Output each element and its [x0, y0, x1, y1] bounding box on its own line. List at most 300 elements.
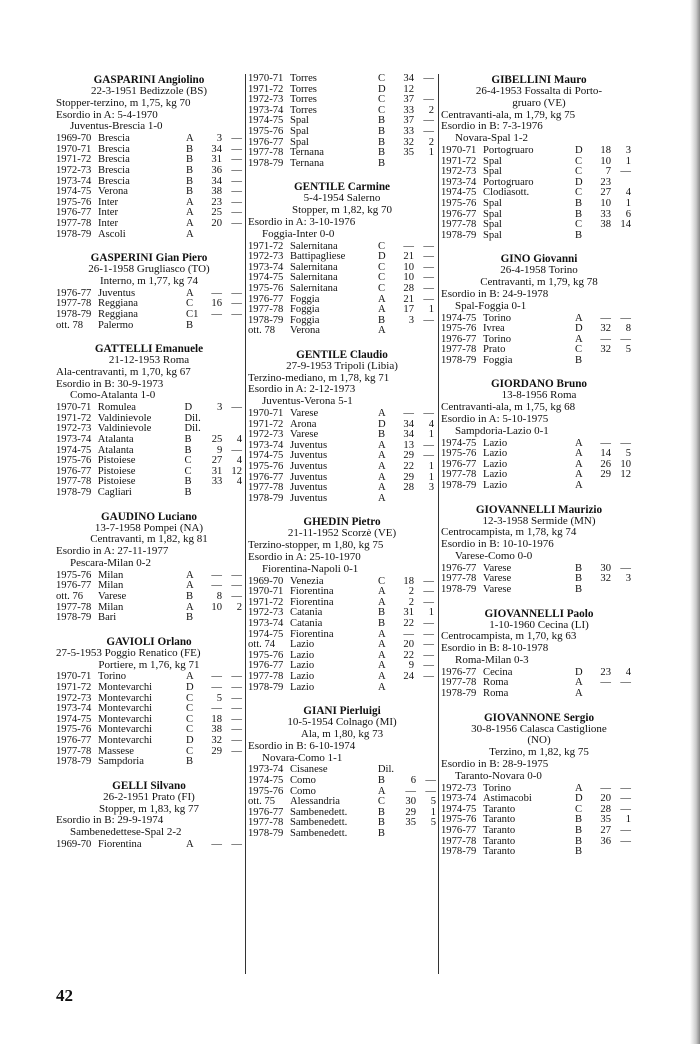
career-row [248, 829, 436, 840]
career-season: 1971-72 [56, 154, 92, 166]
career-goals: 5 [430, 796, 436, 808]
career-goals: 1 [428, 304, 434, 316]
career-team: Clodiasott. [483, 187, 530, 199]
career-row [441, 199, 631, 210]
career-team: Juventus [290, 492, 328, 504]
career-season: 1977-78 [248, 147, 284, 159]
career-appearances: — [600, 333, 611, 345]
career-goals: — [231, 591, 242, 602]
player-info-line: 30-8-1956 Calasca Castiglione [471, 722, 607, 735]
career-season: 1973-74 [441, 176, 477, 188]
career-table [56, 840, 242, 851]
career-season: 1973-74 [248, 439, 284, 451]
career-team: Pistoiese [97, 455, 136, 467]
career-team: Spal [290, 115, 309, 127]
career-appearances: 38 [600, 219, 611, 231]
career-appearances: 31 [211, 154, 222, 166]
career-row [248, 683, 434, 694]
player-entry [56, 511, 242, 624]
career-team: Catania [290, 607, 323, 619]
career-team: Foggia [290, 304, 320, 316]
career-goals: 3 [625, 144, 631, 156]
career-team: Pistoiese [97, 465, 136, 477]
career-division: B [575, 846, 583, 858]
career-team: Torres [290, 94, 317, 106]
player-entry [56, 636, 242, 768]
career-goals: 10 [620, 458, 631, 470]
career-team: Alessandria [289, 796, 340, 808]
player-info-line: 5-4-1954 Salerno [303, 192, 381, 205]
player-info-line: 10-5-1954 Colnago (MI) [287, 716, 397, 729]
career-table [441, 668, 631, 700]
career-appearances: 31 [211, 465, 223, 477]
career-team: Varese [290, 429, 319, 441]
player-info-line: 27-5-1953 Poggio Renatico (FE) [56, 646, 201, 659]
career-goals: 2 [236, 601, 242, 613]
career-division: A [378, 471, 386, 483]
career-division: B [575, 573, 583, 585]
career-appearances: 3 [216, 133, 222, 145]
career-team: Ternana [290, 147, 324, 159]
career-appearances: 35 [600, 814, 611, 826]
player-info-line: Centravanti-ala, m 1,75, kg 68 [441, 401, 576, 414]
career-division: B [186, 186, 194, 198]
career-season: 1976-77 [248, 660, 284, 672]
career-appearances: 14 [600, 448, 611, 460]
career-season: 1976-77 [56, 207, 92, 219]
career-appearances: 10 [600, 197, 611, 209]
column-1 [56, 70, 242, 863]
career-goals: — [231, 207, 242, 219]
player-entry [248, 181, 436, 337]
career-goals: — [231, 692, 242, 704]
career-team: Arona [290, 418, 317, 430]
career-team: Portogruaro [483, 176, 534, 188]
page-number: 42 [56, 986, 73, 1005]
player-entry [56, 343, 242, 499]
career-team: Ascoli [98, 228, 126, 240]
career-season: 1969-70 [248, 575, 284, 587]
career-team: Montevarchi [98, 734, 153, 746]
career-team: Montevarchi [98, 692, 153, 704]
career-team: Verona [98, 186, 129, 198]
career-appearances: 3 [217, 402, 223, 414]
career-division: B [575, 835, 583, 847]
career-division: D [575, 176, 583, 188]
career-division: B [186, 154, 194, 166]
career-season: 1977-78 [441, 573, 477, 585]
career-season: 1976-77 [248, 806, 284, 818]
player-info-line: Juventus-Brescia 1-0 [70, 120, 163, 133]
career-appearances: 13 [403, 439, 414, 451]
career-table [56, 672, 242, 767]
career-team: Torino [98, 671, 127, 683]
player-info-line: Novara-Spal 1-2 [455, 132, 529, 145]
career-division: C [377, 796, 385, 808]
career-division: A [186, 217, 194, 229]
career-goals: 12 [231, 465, 242, 477]
career-goals: — [425, 774, 436, 786]
career-division: C [575, 344, 583, 356]
career-goals: — [231, 298, 242, 310]
player-entry [56, 780, 242, 851]
career-season: ott. 76 [56, 591, 84, 602]
player-entry [248, 349, 436, 505]
career-team: Reggiana [98, 298, 139, 310]
career-season: 1977-78 [56, 476, 92, 488]
career-season: 1978-79 [248, 157, 284, 169]
career-row [56, 581, 242, 592]
career-division: A [575, 437, 583, 449]
career-team: Juventus [290, 450, 328, 462]
career-division: C [184, 465, 192, 477]
career-team: Massese [98, 745, 134, 757]
career-appearances [392, 494, 414, 505]
career-goals: — [231, 745, 242, 757]
career-season: 1976-77 [248, 293, 284, 305]
career-division: A [378, 649, 386, 661]
career-goals: 4 [236, 434, 242, 446]
career-division: A [378, 492, 386, 504]
player-info-line: Juventus-Verona 5-1 [262, 395, 353, 408]
career-row [56, 840, 242, 851]
career-appearances: 10 [600, 155, 611, 167]
career-row [248, 284, 434, 295]
career-team: Brescia [98, 143, 130, 155]
career-division: C [378, 240, 386, 252]
career-goals: — [423, 586, 434, 598]
career-season: 1975-76 [248, 461, 284, 473]
career-team: Juventus [290, 461, 328, 473]
career-division: C [575, 219, 583, 231]
career-division: A [378, 586, 386, 598]
career-division: A [378, 596, 386, 608]
career-table [56, 571, 242, 624]
career-goals: — [231, 154, 242, 166]
career-season: 1970-71 [441, 144, 477, 156]
career-team: Roma [483, 677, 509, 689]
career-goals: — [620, 793, 631, 805]
career-team: Lazio [483, 469, 508, 481]
career-row [248, 74, 434, 85]
career-goals: 6 [625, 208, 631, 220]
career-appearances: 33 [403, 104, 414, 116]
career-season: 1971-72 [248, 596, 284, 608]
career-appearances: 23 [600, 176, 611, 188]
player-info-line: Sambenedettese-Spal 2-2 [70, 826, 182, 839]
career-team: Salernitana [290, 272, 338, 284]
player-info-line: Novara-Como 1-1 [262, 751, 343, 764]
career-appearances: 38 [211, 186, 222, 198]
career-table [441, 314, 631, 367]
career-goals [414, 494, 434, 505]
career-goals: — [423, 261, 434, 273]
player-info-line: Terzino, m 1,82, kg 75 [489, 746, 589, 759]
player-info-line: Roma-Milan 0-3 [455, 654, 529, 666]
column-divider [438, 74, 439, 974]
career-row [56, 488, 242, 499]
career-goals: 4 [625, 666, 631, 678]
career-season: 1972-73 [441, 166, 477, 178]
career-season: 1975-76 [248, 282, 284, 294]
career-goals: 1 [625, 197, 631, 209]
career-goals [416, 829, 436, 840]
player-info-line: 26-4-1958 Torino [500, 264, 578, 277]
career-season: 1974-75 [56, 444, 92, 456]
career-team: Foggia [290, 314, 320, 326]
career-appearances: 28 [403, 282, 414, 294]
career-division: A [378, 681, 386, 693]
career-goals: 5 [430, 817, 436, 829]
career-season: 1972-73 [441, 782, 477, 794]
career-division: A [186, 287, 194, 299]
career-division: B [186, 175, 194, 187]
career-division: B [377, 827, 385, 839]
career-appearances: 27 [211, 455, 223, 467]
career-season: 1971-72 [248, 83, 284, 95]
career-appearances: — [600, 782, 611, 794]
player-info-line: (NO) [527, 734, 551, 747]
career-table [56, 134, 242, 240]
player-info-line: 1-10-1960 Cecina (LI) [489, 618, 589, 631]
career-division: B [575, 814, 583, 826]
player-name: GIOVANNELLI Maurizio [475, 503, 603, 516]
career-division: B [575, 824, 583, 836]
career-team: Pistoiese [97, 476, 136, 488]
player-info-line: 26-2-1951 Prato (FI) [103, 790, 195, 803]
career-team: Sampdoria [98, 756, 144, 768]
career-row [248, 127, 434, 138]
career-team: Montevarchi [98, 681, 153, 693]
career-team: Torres [290, 83, 317, 95]
career-division: B [184, 476, 192, 488]
career-appearances: 29 [600, 469, 611, 481]
career-goals: 1 [428, 461, 434, 473]
career-goals: — [423, 649, 434, 661]
career-division: B [378, 147, 386, 159]
career-season: 1976-77 [56, 465, 92, 477]
career-team: Reggiana [98, 308, 139, 320]
career-appearances: 17 [403, 304, 414, 316]
player-info-line: Esordio in A: 5-4-1970 [56, 108, 158, 121]
career-division: B [378, 136, 386, 148]
career-goals: 1 [428, 429, 434, 441]
career-appearances: 36 [211, 164, 222, 176]
player-info-line: Interno, m 1,77, kg 74 [99, 274, 199, 287]
career-appearances [589, 847, 611, 858]
career-goals [611, 356, 631, 367]
career-goals: — [423, 439, 434, 451]
career-division: A [575, 448, 583, 460]
career-appearances: 34 [403, 418, 414, 430]
career-team: Inter [98, 217, 118, 229]
career-appearances: 28 [600, 803, 611, 815]
career-season: 1978-79 [56, 308, 92, 320]
career-goals: — [231, 287, 242, 299]
career-team: Juventus [98, 287, 136, 299]
career-goals: — [231, 724, 242, 736]
career-team: Taranto [483, 824, 516, 836]
player-entry [56, 252, 242, 331]
career-row [56, 219, 242, 230]
career-appearances: 3 [408, 314, 414, 326]
career-division: D [378, 83, 386, 95]
career-row [248, 316, 434, 327]
career-appearances [392, 326, 414, 337]
career-division: C [378, 261, 386, 273]
career-goals: — [231, 143, 242, 155]
career-appearances: 32 [211, 734, 222, 746]
career-team: Brescia [98, 164, 130, 176]
career-appearances: 34 [403, 73, 414, 84]
career-appearances: 22 [403, 649, 414, 661]
career-goals: — [620, 437, 631, 449]
player-info-line: 12-3-1958 Sermide (MN) [482, 514, 596, 527]
career-season: 1974-75 [441, 803, 477, 815]
career-division: A [575, 782, 583, 794]
career-division: B [378, 607, 386, 619]
career-team: Lazio [290, 649, 315, 661]
player-info-line: 27-9-1953 Tripoli (Libia) [286, 359, 398, 372]
career-table [248, 74, 434, 169]
career-goals [222, 321, 242, 332]
career-goals: — [231, 671, 242, 683]
career-table [248, 242, 434, 337]
career-appearances [201, 414, 223, 425]
career-team: Valdinievole [97, 412, 152, 424]
career-team: Palermo [98, 319, 134, 331]
career-appearances: 22 [403, 617, 414, 629]
career-appearances: 20 [403, 639, 414, 651]
career-row [56, 613, 242, 624]
career-division: B [378, 429, 386, 441]
player-info-line: Esordio in A: 25-10-1970 [248, 551, 361, 563]
career-team: Cisanese [289, 764, 328, 776]
career-season: 1977-78 [248, 482, 284, 494]
career-division: Dil. [184, 412, 201, 424]
career-division: C [186, 298, 194, 310]
career-division: A [186, 601, 194, 613]
career-division: C [186, 713, 194, 725]
career-season: 1972-73 [248, 94, 284, 106]
player-info-line: Centrocampista, m 1,70, kg 63 [441, 630, 577, 643]
career-goals: — [231, 308, 242, 320]
career-appearances: 27 [600, 824, 611, 836]
career-appearances: 6 [410, 774, 416, 786]
career-goals: — [231, 569, 242, 581]
career-appearances: 27 [600, 187, 611, 199]
career-goals: — [231, 196, 242, 208]
career-division: A [575, 312, 583, 324]
career-team: Verona [290, 325, 321, 337]
player-info-line: Stopper-terzino, m 1,75, kg 70 [56, 96, 191, 109]
career-team: Varese [290, 408, 319, 420]
career-appearances: 5 [216, 692, 222, 704]
career-division: C [378, 94, 386, 106]
player-entry [441, 378, 637, 491]
career-goals: — [231, 703, 242, 715]
career-appearances: 35 [403, 147, 414, 159]
career-season: 1978-79 [56, 228, 92, 240]
career-appearances: 33 [600, 208, 611, 220]
career-appearances: 29 [211, 745, 222, 757]
career-goals [611, 585, 631, 596]
career-appearances: 25 [211, 207, 222, 219]
career-appearances: — [211, 671, 222, 683]
career-appearances: — [403, 628, 414, 640]
career-division: D [186, 734, 194, 746]
career-row [441, 146, 631, 157]
career-team: Como [289, 785, 316, 797]
career-season: 1975-76 [248, 125, 284, 137]
career-goals: — [423, 293, 434, 305]
career-appearances: — [403, 240, 414, 252]
career-season: 1969-70 [56, 133, 92, 145]
career-season: 1973-74 [56, 175, 92, 187]
career-division: B [378, 125, 386, 137]
career-team: Bari [98, 612, 117, 624]
career-appearances: 24 [403, 670, 414, 682]
career-row [441, 356, 631, 367]
career-division: A [378, 660, 386, 672]
player-info-line: Esordio in B: 6-10-1974 [248, 739, 356, 752]
career-season: 1974-75 [248, 774, 284, 786]
player-name: GIBELLINI Mauro [491, 74, 587, 86]
career-division: C [378, 575, 386, 587]
career-appearances: 9 [217, 444, 223, 456]
career-season: 1974-75 [248, 115, 284, 127]
career-season: ott. 78 [248, 325, 276, 337]
career-season: 1978-79 [248, 492, 284, 504]
page-edge-shadow [690, 0, 700, 1044]
career-appearances: 10 [211, 601, 222, 613]
career-goals [414, 683, 434, 694]
career-team: Foggia [483, 354, 513, 366]
career-appearances: 8 [216, 591, 222, 602]
career-division: B [378, 617, 386, 629]
career-goals: 4 [625, 187, 631, 199]
career-goals: — [231, 580, 242, 592]
career-division: B [186, 319, 194, 331]
career-team: Romulea [97, 402, 136, 414]
career-team: Inter [98, 207, 118, 219]
career-goals: — [423, 660, 434, 672]
career-season: 1973-74 [248, 764, 284, 776]
career-appearances: 34 [211, 143, 222, 155]
career-team: Battipagliese [290, 251, 346, 263]
career-team: Cagliari [97, 487, 132, 499]
career-division: A [378, 628, 386, 640]
career-appearances: 10 [403, 261, 414, 273]
career-team: Spal [483, 208, 502, 220]
career-appearances: 29 [403, 450, 414, 462]
career-division: B [186, 143, 194, 155]
career-division: C1 [186, 308, 199, 320]
player-info-line: Centravanti, m 1,82, kg 81 [90, 533, 208, 546]
career-appearances: — [600, 677, 611, 689]
career-goals: — [423, 314, 434, 326]
player-entry [441, 74, 637, 241]
player-name: GAUDINO Luciano [100, 510, 198, 523]
career-season: 1977-78 [441, 469, 477, 481]
career-division: A [186, 133, 194, 145]
career-team: Spal [483, 219, 502, 231]
career-season: 1978-79 [56, 612, 92, 624]
player-entry [248, 74, 436, 169]
career-season: 1976-77 [248, 136, 284, 148]
career-row [248, 159, 434, 170]
career-row [248, 776, 436, 787]
